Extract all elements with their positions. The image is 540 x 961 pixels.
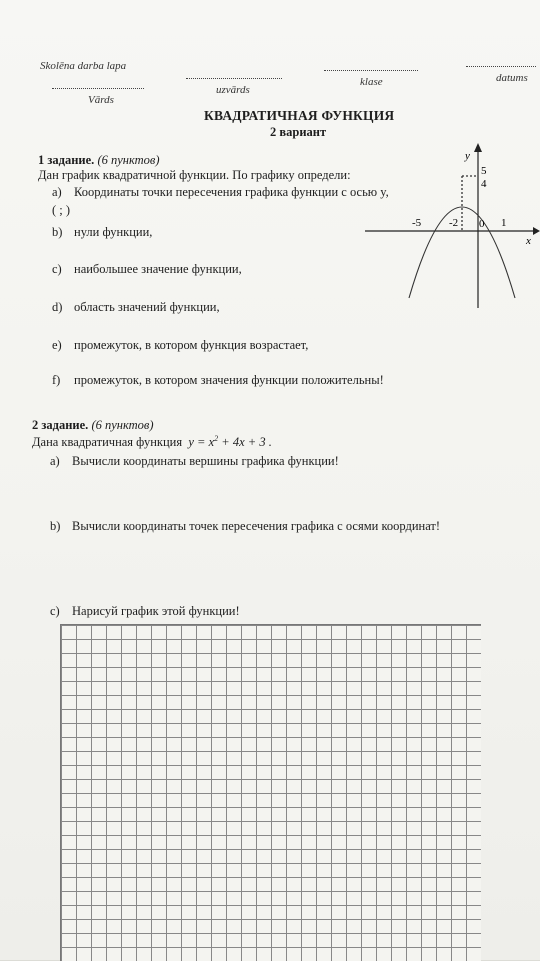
item-text: наибольшее значение функции,	[74, 262, 242, 276]
date-label: datums	[496, 72, 528, 84]
item-text: промежуток, в котором функция возрастает,	[74, 338, 309, 352]
x-axis-label: x	[526, 235, 531, 247]
task1-item-a-answer: ( ; )	[52, 203, 71, 217]
item-letter: f)	[52, 373, 61, 387]
item-text: Нарисуй график этой функции!	[72, 604, 240, 618]
task1-item-b	[52, 225, 152, 240]
item-text: Координаты точки пересечения графика функции с осью y,	[74, 185, 389, 199]
task1-title: 1 задание.	[38, 153, 95, 167]
tick-label-4: 4	[481, 178, 487, 190]
student-work-label: Skolēna darba lapa	[40, 60, 127, 72]
task2-heading	[32, 418, 154, 433]
task2-item-a	[50, 454, 339, 469]
task2-function-formula: $y = x^2 + 4x + 3$ .	[185, 434, 272, 450]
item-text: Вычисли координаты точек пересечения графика с осями координат!	[72, 519, 441, 533]
task1-item-c	[52, 262, 242, 277]
task1-points: (6 пунктов)	[97, 153, 160, 167]
item-letter: d)	[52, 300, 63, 314]
task2-item-b	[50, 519, 440, 534]
item-letter: e)	[52, 338, 62, 352]
task1-item-a	[52, 185, 389, 200]
tick-label-minus-2: -2	[449, 217, 459, 229]
item-text: Вычисли координаты вершины графика функции!	[72, 454, 339, 468]
page-title: КВАДРАТИЧНАЯ ФУНКЦИЯ	[204, 108, 395, 123]
tick-label-minus-5: -5	[412, 217, 422, 229]
parabola-graph	[365, 140, 540, 310]
tick-label-0: 0	[479, 218, 485, 230]
task2-points: (6 пунктов)	[91, 418, 154, 432]
item-letter: a)	[52, 185, 62, 199]
task2-intro	[32, 434, 272, 450]
item-text: промежуток, в котором значения функции положительны!	[74, 373, 384, 387]
name-label: Vārds	[88, 94, 114, 106]
class-line	[324, 70, 418, 71]
tick-label-5: 5	[481, 165, 487, 177]
task1-intro: Дан график квадратичной функции. По графику определи:	[38, 168, 351, 182]
item-text: область значений функции,	[74, 300, 220, 314]
task1-item-e	[52, 338, 308, 353]
surname-line	[186, 78, 282, 79]
task1-heading	[38, 153, 160, 168]
graph-paper-grid	[60, 624, 481, 961]
surname-label: uzvārds	[216, 84, 250, 96]
item-letter: c)	[52, 262, 62, 276]
item-letter: b)	[50, 519, 61, 533]
task2-item-c	[50, 604, 240, 619]
name-line	[52, 88, 144, 89]
y-axis-arrow	[474, 143, 482, 152]
item-letter: a)	[50, 454, 60, 468]
task1-item-d	[52, 300, 220, 315]
date-line	[466, 66, 536, 67]
y-axis-label: y	[465, 150, 470, 162]
item-letter: c)	[50, 604, 60, 618]
task1-item-f	[52, 373, 384, 388]
item-letter: b)	[52, 225, 63, 239]
variant-label: 2 вариант	[270, 125, 327, 139]
tick-label-1: 1	[501, 217, 507, 229]
task2-title: 2 задание.	[32, 418, 89, 432]
item-text: нули функции,	[74, 225, 153, 239]
task2-intro-text: Дана квадратичная функция	[32, 435, 183, 450]
x-axis-arrow	[533, 227, 540, 235]
class-label: klase	[360, 76, 383, 88]
